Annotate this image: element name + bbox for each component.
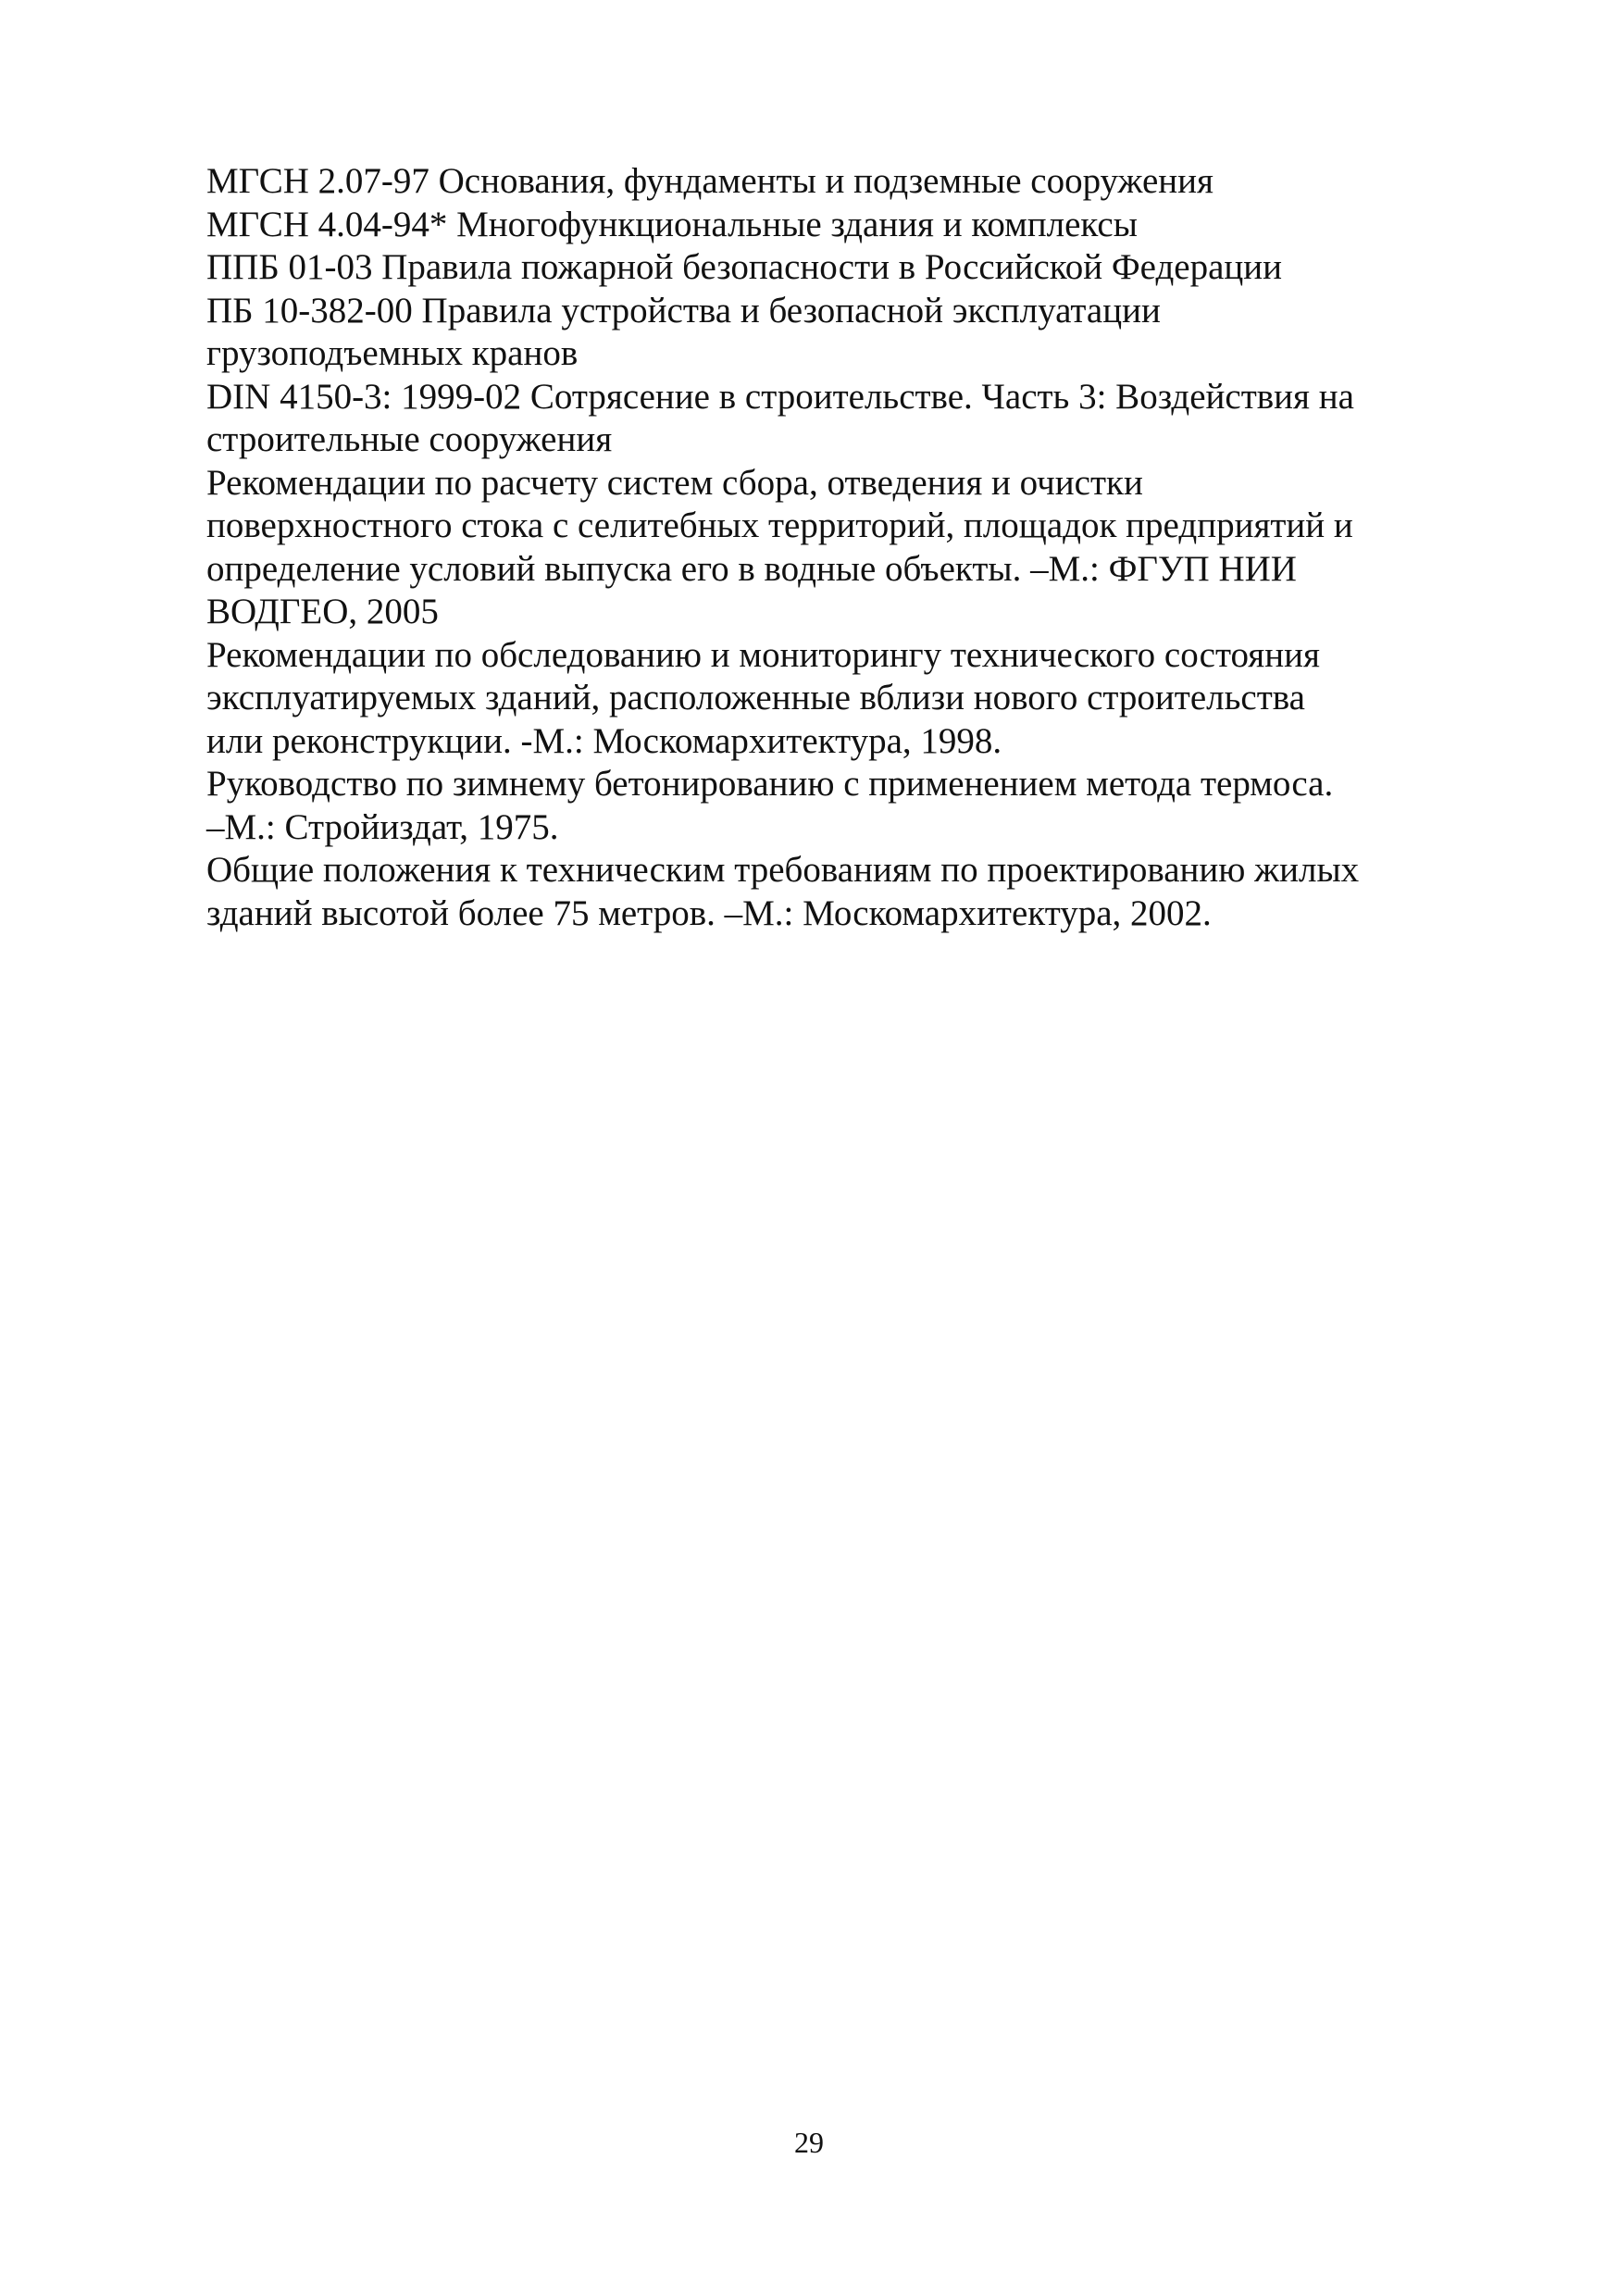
entry-line: ПБ 10-382-00 Правила устройства и безопасной эксплуатации: [206, 290, 1161, 331]
entry-line: или реконструкции. -М.: Москомархитектура, 1998.: [206, 720, 1002, 761]
page-number: 29: [794, 2126, 824, 2159]
reference-entry: [206, 462, 1428, 634]
entry-line: определение условий выпуска его в водные объекты. –М.: ФГУП НИИ: [206, 548, 1297, 589]
reference-entry: [206, 290, 1428, 376]
entry-line: Общие положения к техническим требованиям по проектированию жилых: [206, 850, 1360, 890]
reference-entry: [206, 246, 1428, 290]
entry-line: Руководство по зимнему бетонированию с применением метода термоса.: [206, 764, 1334, 804]
entry-line: строительные сооружения: [206, 419, 613, 459]
entry-line: поверхностного стока с селитебных территорий, площадок предприятий и: [206, 505, 1353, 545]
entry-line: DIN 4150-3: 1999-02 Сотрясение в строительстве. Часть 3: Воздействия на: [206, 376, 1354, 417]
reference-entry: [206, 160, 1428, 204]
reference-entry: [206, 849, 1428, 935]
reference-list: [206, 160, 1428, 935]
entry-line: эксплуатируемых зданий, расположенные вблизи нового строительства: [206, 678, 1305, 718]
entry-line: МГСН 2.07-97 Основания, фундаменты и подземные сооружения: [206, 161, 1214, 201]
reference-entry: [206, 634, 1428, 764]
entry-line: Рекомендации по обследованию и мониторингу технического состояния: [206, 634, 1320, 675]
reference-entry: [206, 376, 1428, 462]
entry-line: грузоподъемных кранов: [206, 333, 579, 373]
entry-line: Рекомендации по расчету систем сбора, отведения и очистки: [206, 462, 1143, 503]
entry-line: МГСН 4.04-94* Многофункциональные здания и комплексы: [206, 204, 1138, 244]
reference-entry: [206, 204, 1428, 247]
entry-line: ППБ 01-03 Правила пожарной безопасности в Российской Федерации: [206, 247, 1283, 287]
entry-line: –М.: Стройиздат, 1975.: [206, 806, 559, 847]
entry-line: ВОДГЕО, 2005: [206, 592, 439, 631]
reference-entry: [206, 763, 1428, 849]
entry-line: зданий высотой более 75 метров. –М.: Москомархитектура, 2002.: [206, 892, 1212, 933]
